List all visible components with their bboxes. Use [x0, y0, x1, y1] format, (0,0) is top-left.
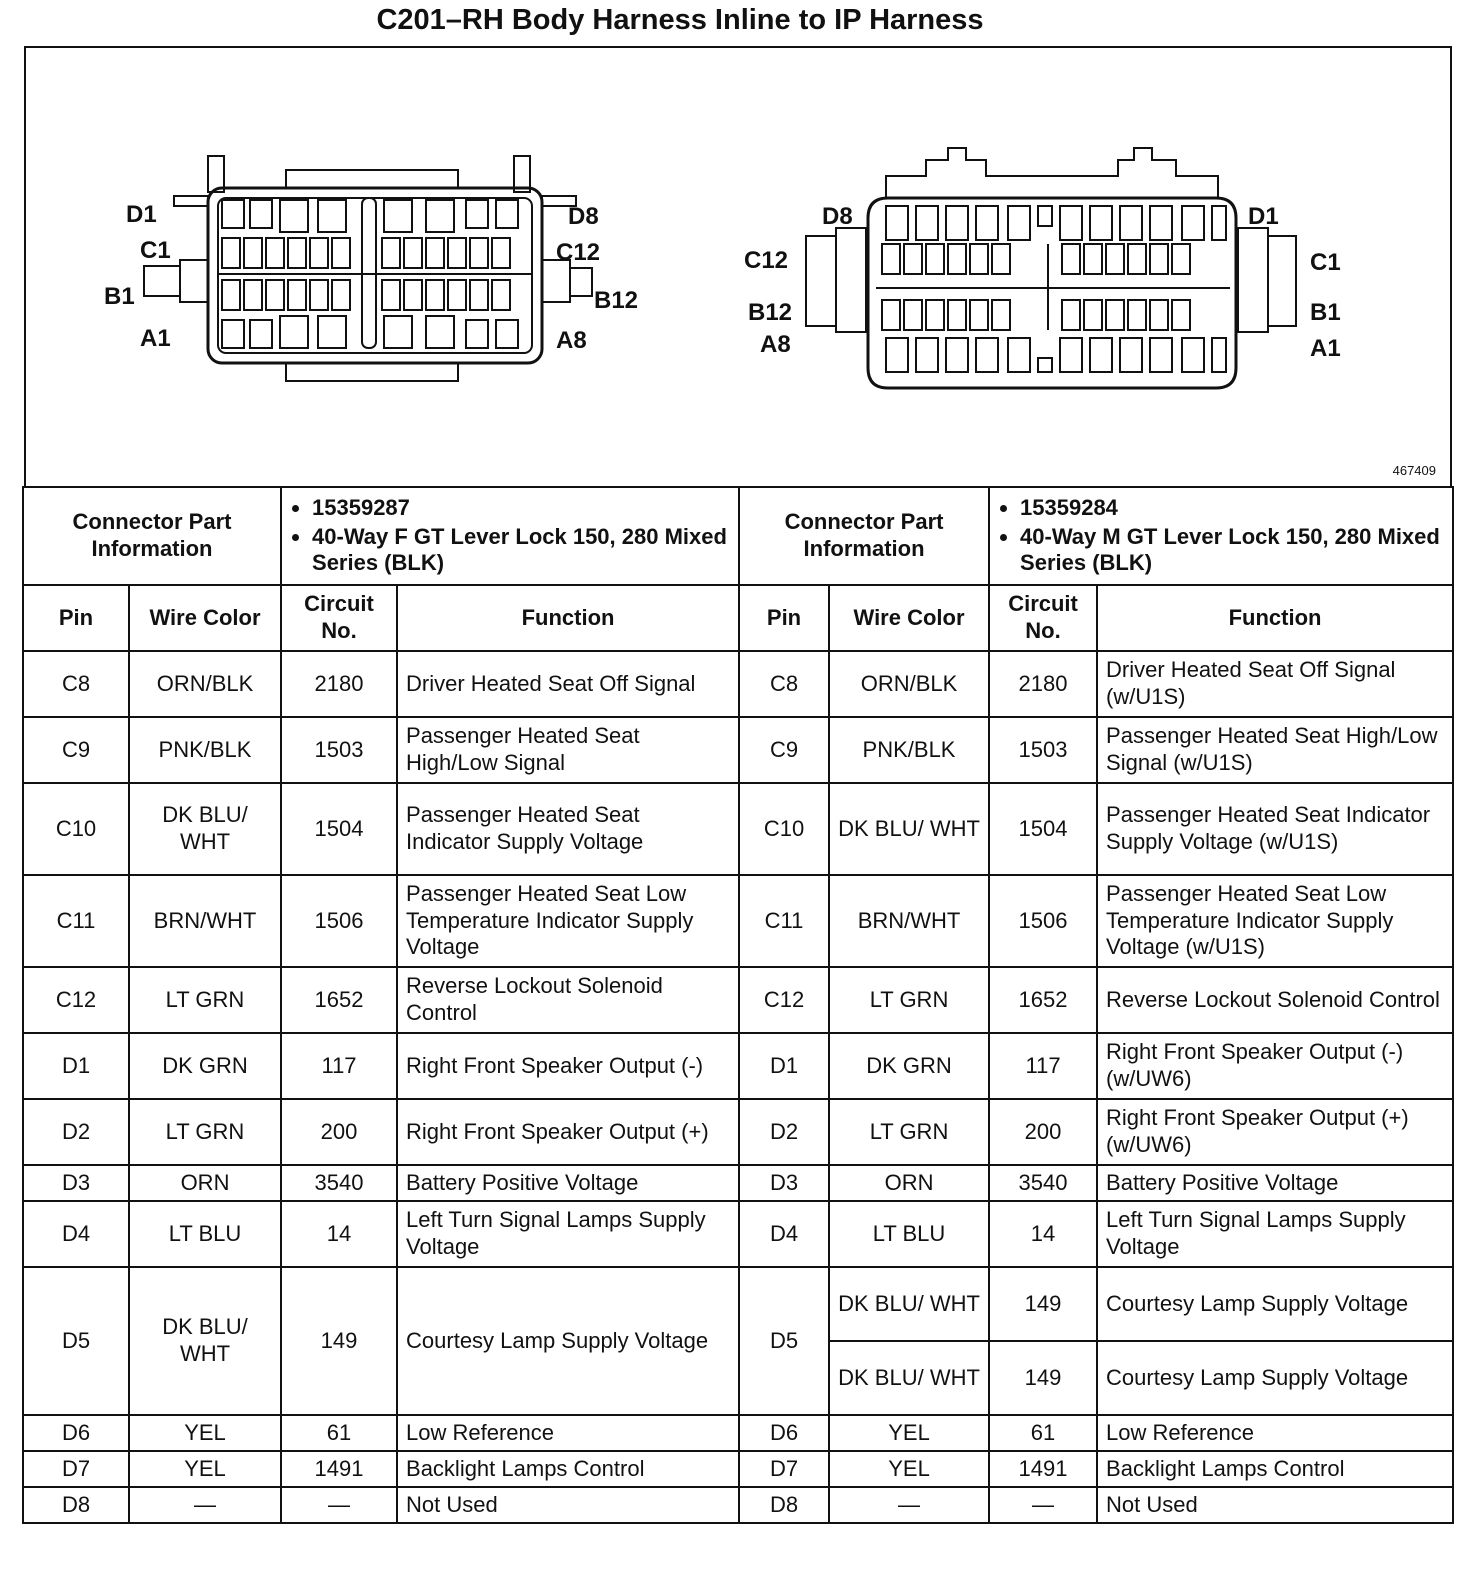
circuit-cell: 117 [281, 1033, 397, 1099]
pin-cell: D1 [23, 1033, 129, 1099]
pin-cell: D5 [23, 1267, 129, 1415]
left-label-b1: B1 [104, 283, 135, 310]
table-row [23, 1415, 1453, 1451]
table-row [23, 717, 1453, 783]
connector-info-left [281, 487, 739, 585]
function-cell: Right Front Speaker Output (+) [397, 1099, 739, 1165]
circuit-cell: — [989, 1487, 1097, 1523]
function-cell: Right Front Speaker Output (-) (w/UW6) [1097, 1033, 1453, 1099]
wire-color-cell: YEL [129, 1415, 281, 1451]
part-number-right: • 15359284 [1020, 495, 1444, 522]
pin-cell: D3 [23, 1165, 129, 1201]
column-header-function: Function [1097, 585, 1453, 651]
pin-cell: D3 [739, 1165, 829, 1201]
connector-info-row [23, 487, 1453, 585]
column-header-wire-color: Wire Color [829, 585, 989, 651]
connector-diagram [26, 48, 1450, 484]
circuit-cell: 117 [989, 1033, 1097, 1099]
circuit-cell: 200 [989, 1099, 1097, 1165]
circuit-cell: 61 [989, 1415, 1097, 1451]
wire-color-cell: DK BLU/ WHT [829, 783, 989, 875]
wire-color-cell: ORN/BLK [129, 651, 281, 717]
circuit-cell: 149 [989, 1341, 1097, 1415]
table-row [23, 875, 1453, 967]
pin-cell: C8 [23, 651, 129, 717]
circuit-cell: 61 [281, 1415, 397, 1451]
wire-color-cell: LT GRN [129, 967, 281, 1033]
pin-cell: D7 [739, 1451, 829, 1487]
right-label-b1: B1 [1310, 299, 1341, 326]
circuit-cell: 1506 [989, 875, 1097, 967]
pin-cell: D7 [23, 1451, 129, 1487]
pin-cell: C10 [23, 783, 129, 875]
column-header-circuit: Circuit No. [281, 585, 397, 651]
function-cell: Courtesy Lamp Supply Voltage [1097, 1267, 1453, 1341]
right-connector-drawing [806, 148, 1296, 388]
pin-cell: D6 [739, 1415, 829, 1451]
table-row [23, 1165, 1453, 1201]
function-cell: Passenger Heated Seat High/Low Signal (w/U1S) [1097, 717, 1453, 783]
pin-cell: C12 [23, 967, 129, 1033]
wire-color-cell: ORN/BLK [829, 651, 989, 717]
wire-color-cell: — [829, 1487, 989, 1523]
pinout-table [22, 486, 1454, 1524]
wire-color-cell: LT GRN [129, 1099, 281, 1165]
function-cell: Driver Heated Seat Off Signal (w/U1S) [1097, 651, 1453, 717]
circuit-cell: 3540 [281, 1165, 397, 1201]
circuit-cell: 200 [281, 1099, 397, 1165]
function-cell: Courtesy Lamp Supply Voltage [1097, 1341, 1453, 1415]
function-cell: Backlight Lamps Control [1097, 1451, 1453, 1487]
figure-number: 467409 [1392, 463, 1436, 478]
circuit-cell: 1652 [989, 967, 1097, 1033]
function-cell: Left Turn Signal Lamps Supply Voltage [397, 1201, 739, 1267]
circuit-cell: — [281, 1487, 397, 1523]
table-row [23, 967, 1453, 1033]
wire-color-cell: BRN/WHT [829, 875, 989, 967]
left-label-d1: D1 [126, 201, 157, 228]
circuit-cell: 149 [281, 1267, 397, 1415]
pin-cell: C10 [739, 783, 829, 875]
table-row [23, 1201, 1453, 1267]
pin-cell: C9 [739, 717, 829, 783]
wire-color-cell: YEL [829, 1415, 989, 1451]
function-cell: Passenger Heated Seat Indicator Supply Voltage (w/U1S) [1097, 783, 1453, 875]
wire-color-cell: DK BLU/ WHT [129, 1267, 281, 1415]
column-header-circuit: Circuit No. [989, 585, 1097, 651]
function-cell: Low Reference [1097, 1415, 1453, 1451]
connector-diagram-panel [24, 46, 1452, 486]
wire-color-cell: YEL [829, 1451, 989, 1487]
function-cell: Low Reference [397, 1415, 739, 1451]
circuit-cell: 1503 [281, 717, 397, 783]
circuit-cell: 1506 [281, 875, 397, 967]
circuit-cell: 1491 [989, 1451, 1097, 1487]
column-header-pin: Pin [23, 585, 129, 651]
wire-color-cell: ORN [829, 1165, 989, 1201]
wire-color-cell: DK GRN [129, 1033, 281, 1099]
pin-cell: D2 [23, 1099, 129, 1165]
circuit-cell: 1504 [989, 783, 1097, 875]
part-description-left: • 40-Way F GT Lever Lock 150, 280 Mixed Series (BLK) [312, 524, 730, 578]
connector-info-label-right: Connector Part Information [739, 487, 989, 585]
left-connector-drawing [144, 156, 592, 381]
circuit-cell: 1504 [281, 783, 397, 875]
connector-info-right [989, 487, 1453, 585]
pin-cell: D4 [739, 1201, 829, 1267]
wire-color-cell: PNK/BLK [129, 717, 281, 783]
pin-cell: D8 [23, 1487, 129, 1523]
function-cell: Reverse Lockout Solenoid Control [397, 967, 739, 1033]
function-cell: Left Turn Signal Lamps Supply Voltage [1097, 1201, 1453, 1267]
function-cell: Driver Heated Seat Off Signal [397, 651, 739, 717]
function-cell: Passenger Heated Seat Low Temperature Indicator Supply Voltage (w/U1S) [1097, 875, 1453, 967]
wire-color-cell: PNK/BLK [829, 717, 989, 783]
pin-cell: C8 [739, 651, 829, 717]
right-label-a1: A1 [1310, 335, 1341, 362]
left-label-d8: D8 [568, 203, 599, 230]
wire-color-cell: LT BLU [829, 1201, 989, 1267]
right-label-b12: B12 [748, 299, 793, 326]
function-cell: Not Used [397, 1487, 739, 1523]
connector-info-label-left: Connector Part Information [23, 487, 281, 585]
wire-color-cell: DK BLU/ WHT [829, 1267, 989, 1341]
page-title: C201–RH Body Harness Inline to IP Harness [376, 4, 984, 36]
pin-cell: D4 [23, 1201, 129, 1267]
pin-cell: C9 [23, 717, 129, 783]
pin-cell: C11 [739, 875, 829, 967]
pin-cell: D6 [23, 1415, 129, 1451]
table-row [23, 651, 1453, 717]
pin-cell: D5 [739, 1267, 829, 1415]
function-cell: Backlight Lamps Control [397, 1451, 739, 1487]
column-header-function: Function [397, 585, 739, 651]
wire-color-cell: BRN/WHT [129, 875, 281, 967]
circuit-cell: 14 [281, 1201, 397, 1267]
pin-cell: C12 [739, 967, 829, 1033]
circuit-cell: 2180 [281, 651, 397, 717]
function-cell: Courtesy Lamp Supply Voltage [397, 1267, 739, 1415]
wire-color-cell: ORN [129, 1165, 281, 1201]
circuit-cell: 1652 [281, 967, 397, 1033]
right-label-c12: C12 [744, 247, 789, 274]
column-header-wire-color: Wire Color [129, 585, 281, 651]
wire-color-cell: LT GRN [829, 967, 989, 1033]
function-cell: Not Used [1097, 1487, 1453, 1523]
function-cell: Battery Positive Voltage [397, 1165, 739, 1201]
left-label-c1: C1 [140, 237, 171, 264]
function-cell: Battery Positive Voltage [1097, 1165, 1453, 1201]
part-description-right: • 40-Way M GT Lever Lock 150, 280 Mixed Series (BLK) [1020, 524, 1444, 578]
table-row [23, 783, 1453, 875]
function-cell: Reverse Lockout Solenoid Control [1097, 967, 1453, 1033]
pin-cell: D2 [739, 1099, 829, 1165]
pin-cell: D8 [739, 1487, 829, 1523]
wire-color-cell: — [129, 1487, 281, 1523]
pin-cell: D1 [739, 1033, 829, 1099]
left-label-c12: C12 [556, 239, 601, 266]
right-label-d1: D1 [1248, 203, 1279, 230]
function-cell: Passenger Heated Seat High/Low Signal [397, 717, 739, 783]
circuit-cell: 3540 [989, 1165, 1097, 1201]
table-row [23, 1033, 1453, 1099]
left-label-b12: B12 [594, 287, 639, 314]
wire-color-cell: YEL [129, 1451, 281, 1487]
function-cell: Right Front Speaker Output (+) (w/UW6) [1097, 1099, 1453, 1165]
function-cell: Passenger Heated Seat Indicator Supply Voltage [397, 783, 739, 875]
wire-color-cell: DK BLU/ WHT [129, 783, 281, 875]
pin-cell: C11 [23, 875, 129, 967]
table-row [23, 1487, 1453, 1523]
function-cell: Passenger Heated Seat Low Temperature Indicator Supply Voltage [397, 875, 739, 967]
right-label-a8: A8 [760, 331, 791, 358]
right-label-c1: C1 [1310, 249, 1341, 276]
column-header-row [23, 585, 1453, 651]
wire-color-cell: DK GRN [829, 1033, 989, 1099]
right-label-d8: D8 [822, 203, 853, 230]
wire-color-cell: DK BLU/ WHT [829, 1341, 989, 1415]
circuit-cell: 149 [989, 1267, 1097, 1341]
circuit-cell: 14 [989, 1201, 1097, 1267]
circuit-cell: 1491 [281, 1451, 397, 1487]
circuit-cell: 1503 [989, 717, 1097, 783]
part-number-left: • 15359287 [312, 495, 730, 522]
circuit-cell: 2180 [989, 651, 1097, 717]
table-row [23, 1451, 1453, 1487]
left-label-a8: A8 [556, 327, 587, 354]
column-header-pin: Pin [739, 585, 829, 651]
left-label-a1: A1 [140, 325, 171, 352]
table-row [23, 1099, 1453, 1165]
wire-color-cell: LT GRN [829, 1099, 989, 1165]
function-cell: Right Front Speaker Output (-) [397, 1033, 739, 1099]
wire-color-cell: LT BLU [129, 1201, 281, 1267]
table-row [23, 1267, 1453, 1341]
